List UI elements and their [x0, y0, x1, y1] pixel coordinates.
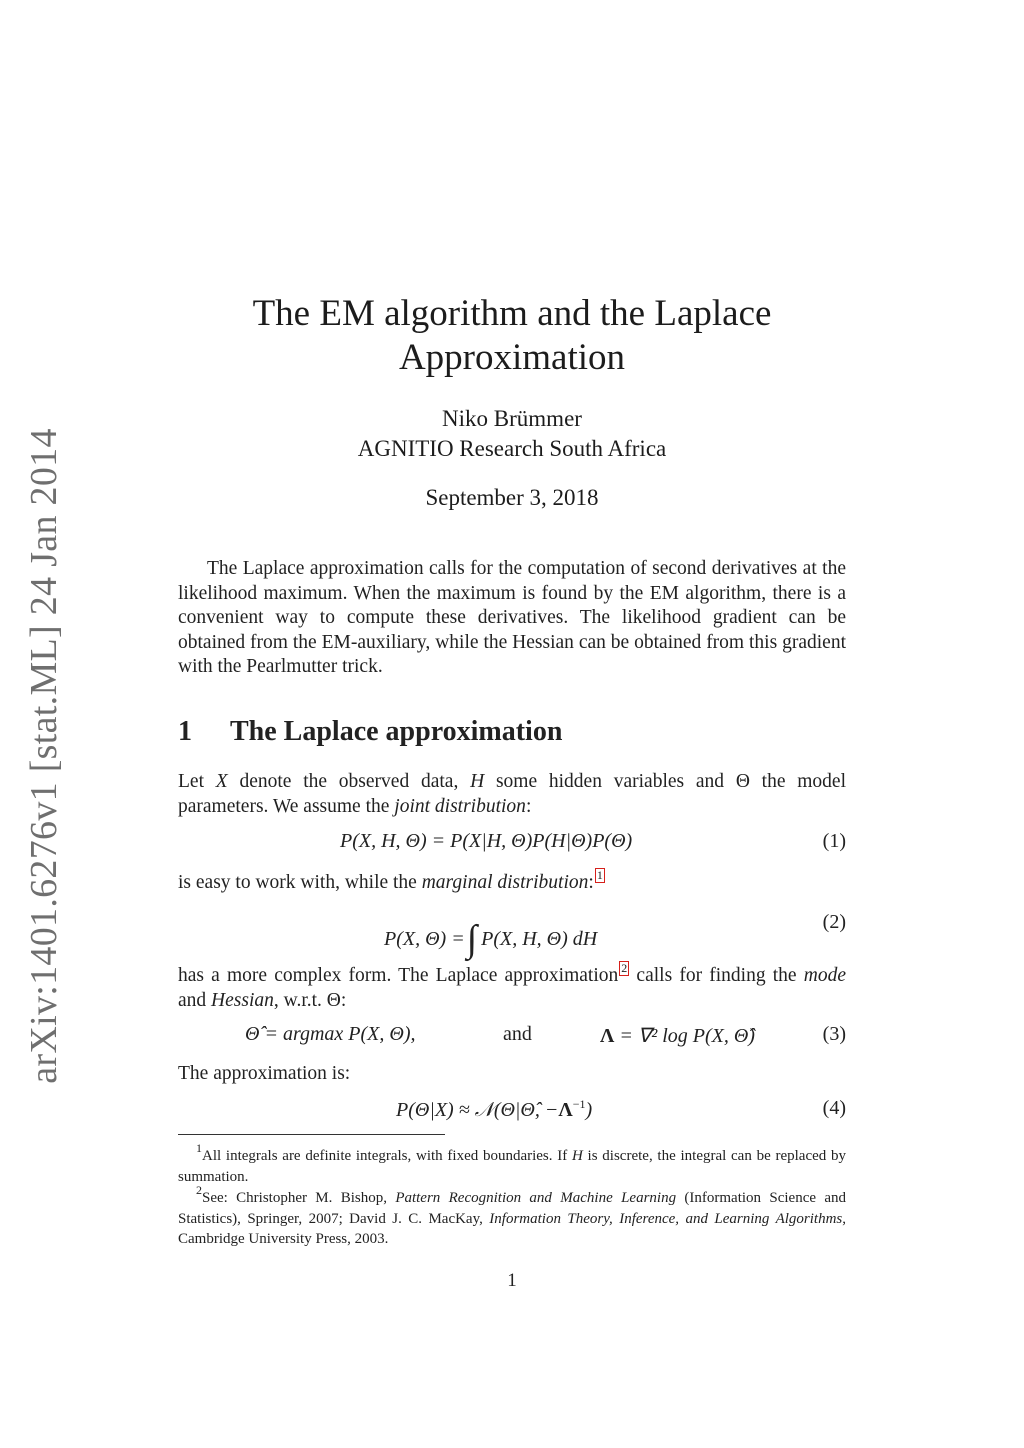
section-number: 1 [178, 716, 192, 747]
joint-distribution-term: joint distribution [394, 796, 526, 817]
equation-3-mode: Θ̂ = argmax P(X, Θ), [245, 1023, 416, 1045]
marginal-distribution-term: marginal distribution [421, 872, 589, 893]
section-heading [178, 716, 562, 748]
footnote-1: $^1$All integrals are definite integrals, with fixed boundaries. If H is discrete, the integral can be replaced by summation. [178, 1141, 846, 1185]
equation-4-number: (4) [822, 1097, 846, 1119]
equation-1 [178, 830, 846, 860]
footnote-1-link[interactable]: 1 [596, 868, 603, 882]
abstract: The Laplace approximation calls for the computation of second derivatives at the likelihood maximum. When the maximum is found by the EM algorithm, there is a convenient way to compute these derivatives. The likelihood gradient can be obtained from the EM-auxiliary, while the Hessian can be obtained from this gradient with the Pearlmutter trick. [178, 558, 846, 678]
equation-1-expression: P(X, H, Θ) = P(X|H, Θ)P(H|Θ)P(Θ) [340, 830, 633, 852]
equation-4 [178, 1097, 846, 1127]
mode-term: mode [803, 965, 846, 986]
paper-date: September 3, 2018 [425, 485, 599, 510]
equation-1-number: (1) [822, 830, 846, 852]
footnote-2-link[interactable]: 2 [621, 961, 628, 975]
equation-3-hessian: Λ = ∇² log P(X, Θ̂) [600, 1025, 755, 1047]
paragraph-1: Let X denote the observed data, H some hidden variables and Θ the model parameters. We assume the joint distribution: [178, 771, 847, 817]
paragraph-3: has a more complex form. The Laplace approximation 2 calls for finding the mode and Hessian, w.r.t. Θ: [178, 961, 846, 1011]
bishop-book-title: Pattern Recognition and Machine Learning [395, 1190, 677, 1206]
section-title: The Laplace approximation [230, 716, 563, 747]
equation-2-expression: P(X, Θ) =∫ P(X, H, Θ) dH [384, 918, 598, 960]
equation-4-expression: P(Θ|X) ≈ 𝒩(Θ|Θ̂, $-\Lambda^{-1}$) [396, 1097, 593, 1121]
paragraph-4: The approximation is: [178, 1063, 351, 1084]
equation-2-number: (2) [822, 911, 846, 933]
footnote-2: $^2$See: Christopher M. Bishop, Pattern Recognition and Machine Learning (Information Science and Statistics), Springer, 2007; David J. C. MacKay, Information Theory, Inference, and Learning Algorithms, Cambridge University Press, 2003. [178, 1183, 846, 1247]
author-affiliation: AGNITIO Research South Africa [357, 436, 667, 461]
footnote-rule [178, 1134, 445, 1135]
mackay-book-title: Information Theory, Inference, and Learning Algorithms [489, 1210, 843, 1227]
page-number: 1 [507, 1270, 517, 1291]
equation-2 [178, 911, 846, 960]
paragraph-2: is easy to work with, while the marginal distribution: 1 [178, 868, 603, 893]
title-line-1: The EM algorithm and the Laplace [252, 293, 772, 334]
equation-3-number: (3) [822, 1023, 846, 1045]
paper-title [0, 292, 1024, 380]
integral-sign: ∫ [466, 918, 478, 960]
title-line-2: Approximation [398, 337, 626, 378]
arxiv-identifier: arXiv:1401.6276v1 [stat.ML] 24 Jan 2014 [23, 428, 65, 1084]
author-name: Niko Brümmer [442, 406, 582, 431]
hessian-term: Hessian [211, 990, 274, 1011]
equation-3-and: and [503, 1023, 532, 1045]
equation-3 [178, 1023, 846, 1053]
